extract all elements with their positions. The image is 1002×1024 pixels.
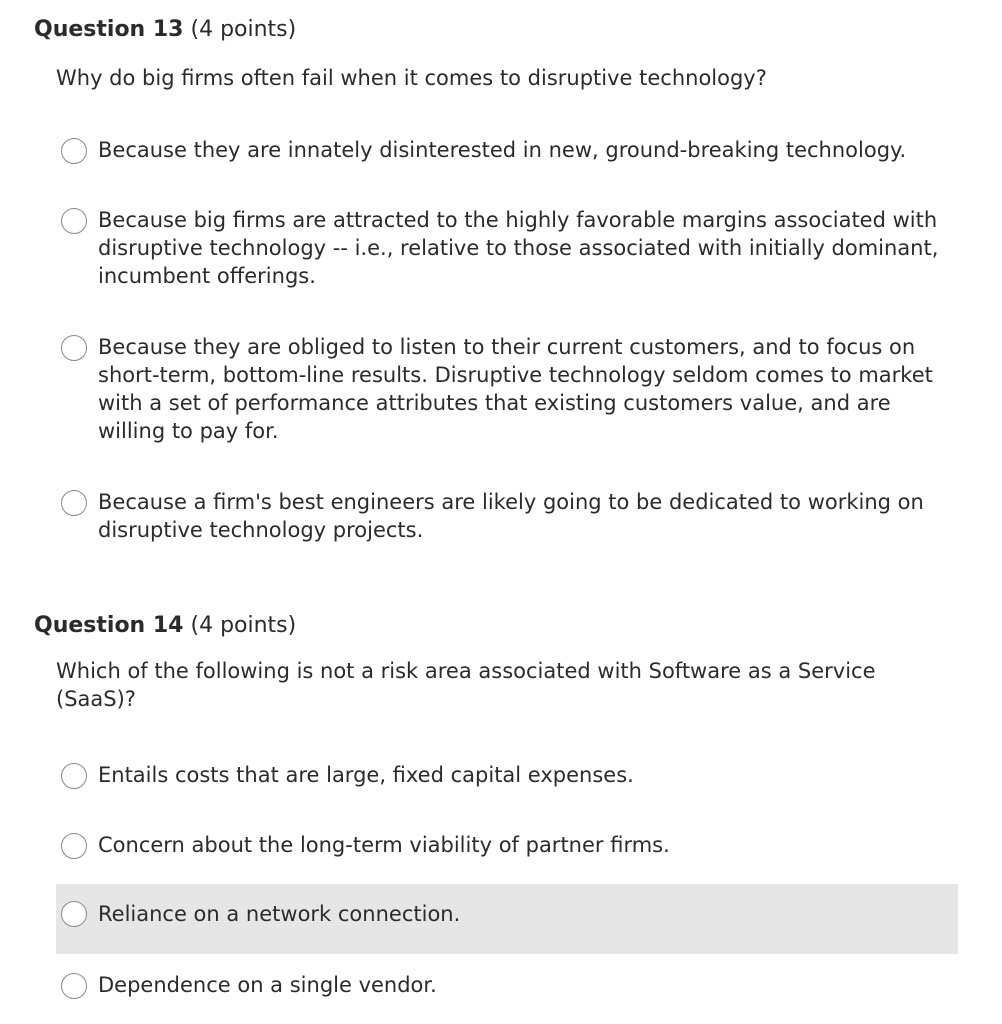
option-label: Entails costs that are large, fixed capital expenses. (98, 763, 634, 787)
q13-option-2[interactable] (56, 206, 958, 288)
question-title: Question 13 (34, 17, 184, 42)
question-points: (4 points) (190, 17, 297, 42)
question-13-text: Why do big firms often fail when it comes to disruptive technology? (56, 66, 767, 90)
option-label: Reliance on a network connection. (98, 902, 461, 926)
option-label: Concern about the long-term viability of partner firms. (98, 833, 670, 857)
q13-option-4[interactable] (56, 488, 958, 558)
radio-button[interactable] (61, 833, 87, 859)
option-label: Because they are innately disinterested in new, ground-breaking technology. (98, 138, 907, 162)
q13-option-3[interactable] (56, 333, 958, 443)
q14-option-4[interactable] (56, 971, 958, 1011)
question-title: Question 14 (34, 613, 184, 638)
radio-button[interactable] (61, 208, 87, 234)
question-14-header (34, 612, 296, 640)
radio-button[interactable] (61, 763, 87, 789)
radio-button[interactable] (61, 335, 87, 361)
option-label: Because a firm's best engineers are likely going to be dedicated to working on disruptive technology projects. (98, 490, 924, 542)
radio-button[interactable] (61, 138, 87, 164)
option-label: Because big firms are attracted to the highly favorable margins associated with disruptive technology -- i.e., relative to those associated with initially dominant, incumbent offerings. (98, 208, 939, 288)
option-label: Because they are obliged to listen to their current customers, and to focus on short-term, bottom-line results. Disruptive technology seldom comes to market with a set of performance attributes that existing customers value, and are willing to pay for. (98, 335, 933, 443)
radio-button[interactable] (61, 490, 87, 516)
q13-option-1[interactable] (56, 136, 958, 206)
radio-button[interactable] (61, 973, 87, 999)
question-points: (4 points) (190, 613, 297, 638)
question-14-text: Which of the following is not a risk area associated with Software as a Service (SaaS)? (56, 659, 876, 711)
q14-option-3[interactable] (56, 884, 958, 954)
q14-option-1[interactable] (56, 761, 958, 831)
question-13-header (34, 16, 296, 44)
option-label: Dependence on a single vendor. (98, 973, 437, 997)
radio-button[interactable] (61, 901, 87, 927)
